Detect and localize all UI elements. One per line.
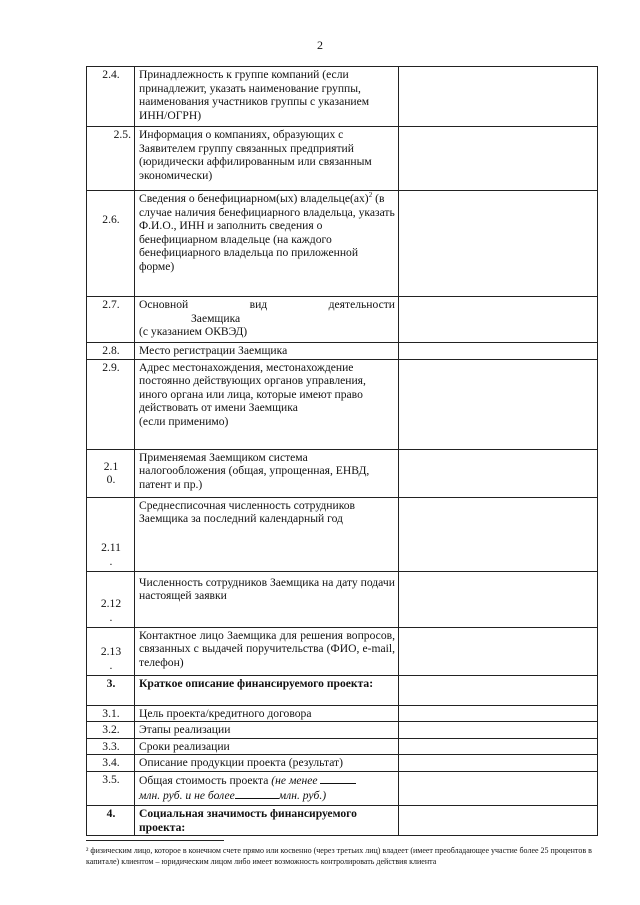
row-number: 2.4. (87, 67, 135, 127)
row-label (135, 771, 399, 805)
row-label: Контактное лицо Заемщика для решения вопросов, связанных с выдачей поручительства (ФИО, e-mail, телефон) (135, 627, 399, 675)
row-number: 2.5. (87, 127, 135, 191)
table-row (87, 771, 598, 805)
row-label: Среднесписочная численность сотрудников Заемщика за последний календарный год (135, 497, 399, 571)
label-text: (в случае наличия бенефициарного владельца, указать Ф.И.О., ИНН и заполнить сведения о бенефициарном владельце (на каждого бенефициарного владельца по приложенной форме) (139, 192, 395, 273)
row-label (135, 359, 399, 449)
row-number: 3.5. (87, 771, 135, 805)
row-value-cell[interactable] (399, 738, 598, 755)
label-text: Общая стоимость проекта (139, 773, 272, 787)
row-label: Применяемая Заемщиком система налогообложения (общая, упрощенная, ЕНВД, патент и пр.) (135, 449, 399, 497)
table-row (87, 722, 598, 739)
row-label: Описание продукции проекта (результат) (135, 755, 399, 772)
row-value-cell[interactable] (399, 297, 598, 343)
table-row (87, 755, 598, 772)
row-value-cell[interactable] (399, 805, 598, 835)
table-row (87, 127, 598, 191)
row-value-cell[interactable] (399, 771, 598, 805)
table-row (87, 738, 598, 755)
table-row (87, 675, 598, 705)
row-number: 3.3. (87, 738, 135, 755)
table-row (87, 191, 598, 297)
label-text: млн. руб.) (278, 788, 327, 802)
row-label: Принадлежность к группе компаний (если принадлежит, указать наименование группы, наименования участников группы с указанием ИНН/ОГРН) (135, 67, 399, 127)
row-number: 3.1. (87, 705, 135, 722)
table-row (87, 705, 598, 722)
row-value-cell[interactable] (399, 722, 598, 739)
section-title: Социальная значимость финансируемого проекта: (135, 805, 399, 835)
table-row (87, 359, 598, 449)
row-value-cell[interactable] (399, 755, 598, 772)
row-label: Этапы реализации (135, 722, 399, 739)
footnote-ref: 2 (368, 191, 373, 200)
row-value-cell[interactable] (399, 449, 598, 497)
row-number: 2.13 . (87, 627, 135, 675)
row-label: Место регистрации Заемщика (135, 343, 399, 360)
label-text: Основной вид деятельности (139, 298, 395, 311)
row-number: 3.2. (87, 722, 135, 739)
footnote: ² физическим лицо, которое в конечном счете прямо или косвенно (через третьих лиц) владеет (имеет преобладающее участие более 25 процентов в капитале) клиентом – юридическим лицом либо имеет возможность контролировать действия клиента (86, 846, 592, 866)
row-value-cell[interactable] (399, 191, 598, 297)
row-value-cell[interactable] (399, 571, 598, 627)
row-number: 2.9. (87, 359, 135, 449)
row-number: 2.8. (87, 343, 135, 360)
amount-blank-max (235, 788, 279, 799)
label-text (139, 773, 395, 788)
amount-blank-min (320, 773, 356, 784)
table-row (87, 627, 598, 675)
row-value-cell[interactable] (399, 675, 598, 705)
page-number: 2 (317, 38, 323, 52)
row-label (135, 297, 399, 343)
label-note: (если применимо) (139, 414, 229, 428)
row-label: Информация о компаниях, образующих с Заявителем группу связанных предприятий (юридически аффилированным или связанным экономически) (135, 127, 399, 191)
label-text: Сведения о бенефициарном(ых) владельце(ах) (139, 192, 369, 205)
row-label: Цель проекта/кредитного договора (135, 705, 399, 722)
row-value-cell[interactable] (399, 497, 598, 571)
table-row (87, 67, 598, 127)
row-number: 3.4. (87, 755, 135, 772)
label-text (139, 788, 395, 803)
label-text: (с указанием ОКВЭД) (139, 325, 248, 339)
row-label: Численность сотрудников Заемщика на дату подачи настоящей заявки (135, 571, 399, 627)
section-number: 3. (87, 675, 135, 705)
label-text: Адрес местонахождения, местонахождение постоянно действующих органов управления, иного органа или лица, которые имеют право действовать от имени Заемщика (139, 360, 366, 415)
label-text: (не менее (271, 773, 318, 787)
label-text: Заемщика (191, 311, 241, 325)
row-value-cell[interactable] (399, 359, 598, 449)
footnote-divider (86, 840, 224, 841)
table-row (87, 297, 598, 343)
section-title: Краткое описание финансируемого проекта: (135, 675, 399, 705)
label-text: млн. руб. и не более (139, 788, 235, 802)
table-row (87, 497, 598, 571)
row-number: 2.12 . (87, 571, 135, 627)
application-form-table (86, 66, 598, 836)
table-row (87, 343, 598, 360)
table-row (87, 571, 598, 627)
row-value-cell[interactable] (399, 67, 598, 127)
section-number: 4. (87, 805, 135, 835)
row-number: 2.1 0. (87, 449, 135, 497)
row-value-cell[interactable] (399, 127, 598, 191)
row-number: 2.6. (87, 191, 135, 297)
row-value-cell[interactable] (399, 627, 598, 675)
row-number: 2.11 . (87, 497, 135, 571)
row-label (135, 191, 399, 297)
table-row (87, 805, 598, 835)
row-label: Сроки реализации (135, 738, 399, 755)
row-value-cell[interactable] (399, 343, 598, 360)
row-number: 2.7. (87, 297, 135, 343)
table-row (87, 449, 598, 497)
row-value-cell[interactable] (399, 705, 598, 722)
